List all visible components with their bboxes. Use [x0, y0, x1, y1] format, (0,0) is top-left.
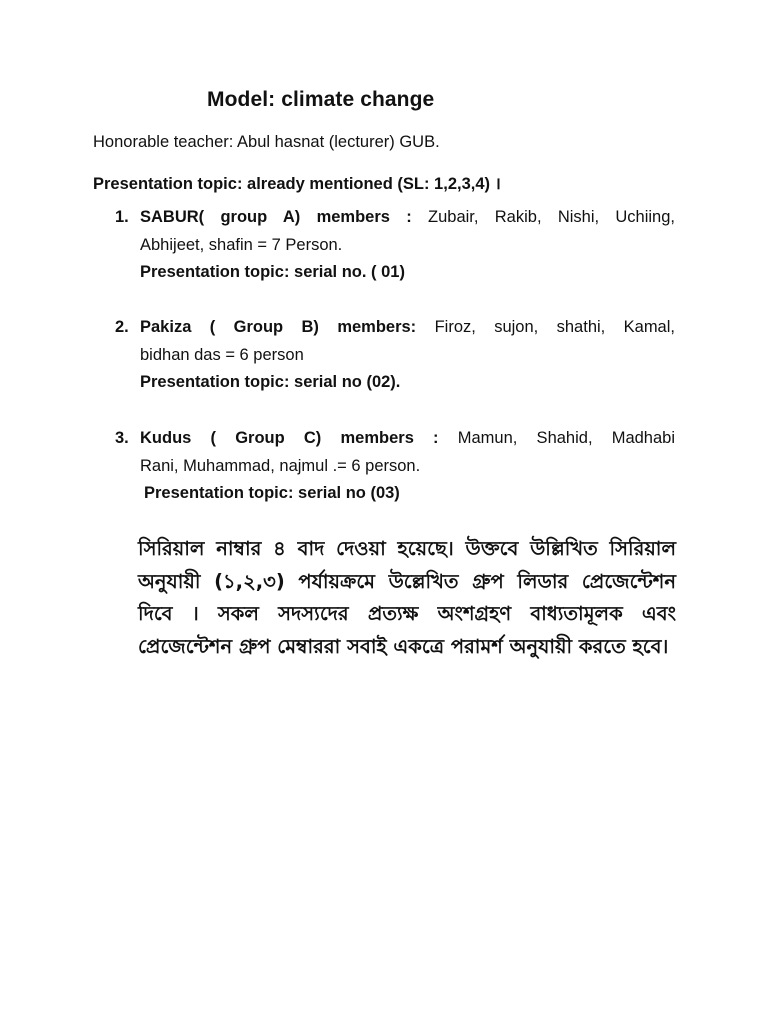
group-members-line2: bidhan das = 6 person [140, 345, 304, 364]
presentation-topic-line: Presentation topic: already mentioned (SL: 1,2,3,4) । [93, 175, 501, 193]
group-item [115, 425, 675, 508]
group-presentation-topic: Presentation topic: serial no (02). [140, 373, 401, 391]
group-members-line1 [140, 425, 675, 453]
group-members-line1 [140, 204, 675, 232]
group-name: Kudus ( Group C) members : [140, 429, 439, 447]
group-item [115, 204, 675, 287]
document-title: Model: climate change [207, 88, 435, 111]
group-members-line1 [140, 314, 675, 342]
bangla-instructions: সিরিয়াল নাম্বার ৪ বাদ দেওয়া হয়েছে। উক্তবে উল্লিখিত সিরিয়াল অনুযায়ী (১,২,৩) পর্যায়ক্রমে উল্লেখিত গ্রুপ লিডার প্রেজেন্টেশন দিবে । সকল সদস্যদের প্রত্যক্ষ অংশগ্রহণ বাধ্যতামূলক এবং প্রেজেন্টেশন গ্রুপ মেম্বাররা সবাই একত্রে পরামর্শ অনুযায়ী করতে হবে। [138, 537, 676, 658]
group-number: 2. [115, 318, 129, 336]
group-presentation-topic: Presentation topic: serial no. ( 01) [140, 263, 405, 281]
group-members: Zubair, Rakib, Nishi, Uchiing, [428, 208, 675, 226]
teacher-line: Honorable teacher: Abul hasnat (lecturer) GUB. [93, 133, 440, 151]
group-number: 3. [115, 429, 129, 447]
group-members-line2: Abhijeet, shafin = 7 Person. [140, 235, 343, 254]
group-name: SABUR( group A) members : [140, 208, 412, 226]
group-number: 1. [115, 208, 129, 226]
group-item [115, 314, 675, 397]
group-presentation-topic: Presentation topic: serial no (03) [144, 484, 400, 502]
group-members: Firoz, sujon, shathi, Kamal, [434, 318, 675, 336]
group-members-line2: Rani, Muhammad, najmul .= 6 person. [140, 456, 421, 475]
group-members: Mamun, Shahid, Madhabi [457, 429, 676, 447]
group-name: Pakiza ( Group B) members: [140, 318, 417, 336]
